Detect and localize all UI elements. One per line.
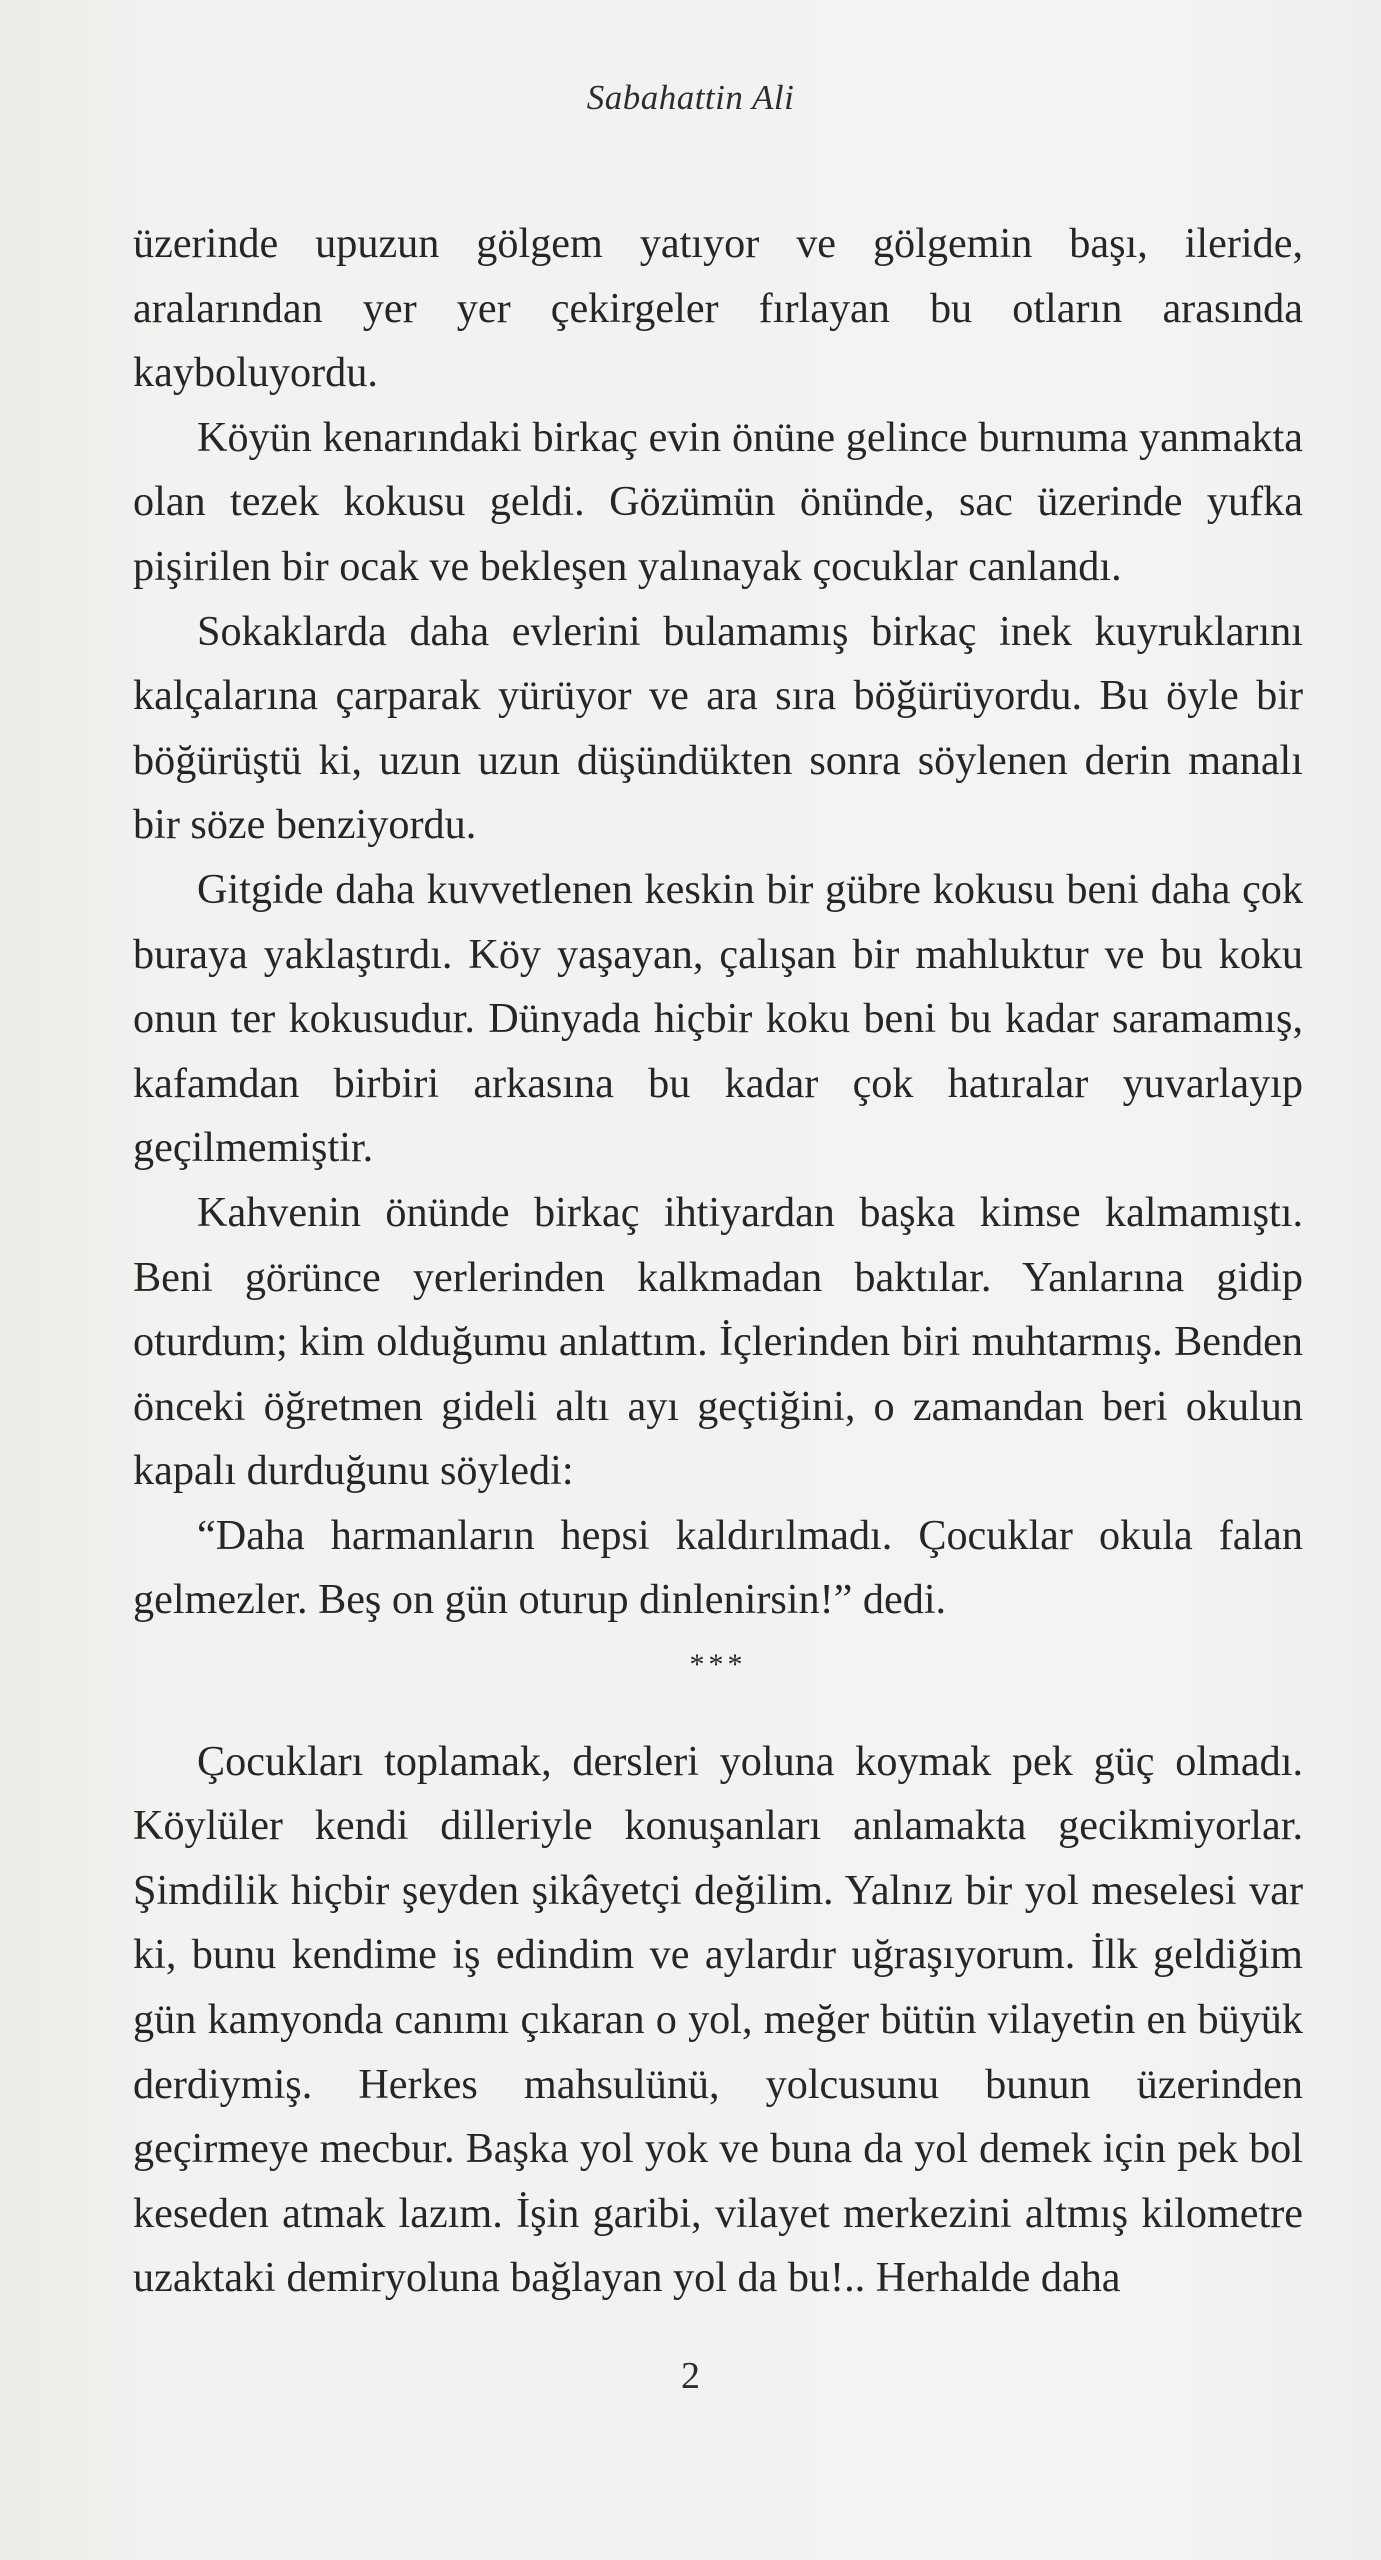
section-break: *** <box>689 1648 747 1682</box>
running-head-author: Sabahattin Ali <box>586 78 795 117</box>
paragraph: Kahvenin önünde birkaç ihtiyardan başka kimse kalmamıştı. Beni görünce yerlerinden kalkmadan baktılar. Yanlarına gidip oturdum; kim olduğumu anlattım. İçlerinden biri muhtarmış. Benden önceki öğretmen gideli altı ayı geçtiğini, o zamandan beri okulun kapalı durduğunu söyledi: <box>133 1188 1303 1495</box>
body-text <box>133 212 1303 2311</box>
paragraph: üzerinde upuzun gölgem yatıyor ve gölgemin başı, ileride, aralarından yer yer çekirgeler fırlayan bu otların arasında kayboluyordu. <box>133 220 1303 397</box>
page-number: 2 <box>681 2355 700 2397</box>
paragraph: “Daha harmanların hepsi kaldırılmadı. Çocuklar okula falan gelmezler. Beş on gün oturup dinlenirsin!” dedi. <box>133 1511 1303 1624</box>
paragraph: Sokaklarda daha evlerini bulamamış birkaç inek kuyruklarını kalçalarına çarparak yürüyor ve ara sıra böğürüyordu. Bu öyle bir böğürüştü ki, uzun uzun düşündükten sonra söylenen derin manalı bir söze benziyordu. <box>133 607 1303 849</box>
paragraph: Köyün kenarındaki birkaç evin önüne gelince burnuma yanmakta olan tezek kokusu geldi. Gözümün önünde, sac üzerinde yufka pişirilen bir ocak ve bekleşen yalınayak çocuklar canlandı. <box>133 413 1303 590</box>
paragraph: Gitgide daha kuvvetlenen keskin bir gübre kokusu beni daha çok buraya yaklaştırdı. Köy yaşayan, çalışan bir mahluktur ve bu koku onun ter kokusudur. Dünyada hiçbir koku beni bu kadar saramamış, kafamdan birbiri arkasına bu kadar çok hatıralar yuvarlayıp geçilmemiştir. <box>133 865 1303 1172</box>
paragraph: Çocukları toplamak, dersleri yoluna koymak pek güç olmadı. Köylüler kendi dilleriyle konuşanları anlamakta gecikmiyorlar. Şimdilik hiçbir şeyden şikâyetçi değilim. Yalnız bir yol meselesi var ki, bunu kendime iş edindim ve aylardır uğraşıyorum. İlk geldiğim gün kamyonda canımı çıkaran o yol, meğer bütün vilayetin en büyük derdiymiş. Herkes mahsulünü, yolcusunu bunun üzerinden geçirmeye mecbur. Başka yol yok ve buna da yol demek için pek bol keseden atmak lazım. İşin garibi, vilayet merkezini altmış kilometre uzaktaki demiryoluna bağlayan yol da bu!.. Herhalde daha <box>133 1737 1303 2302</box>
